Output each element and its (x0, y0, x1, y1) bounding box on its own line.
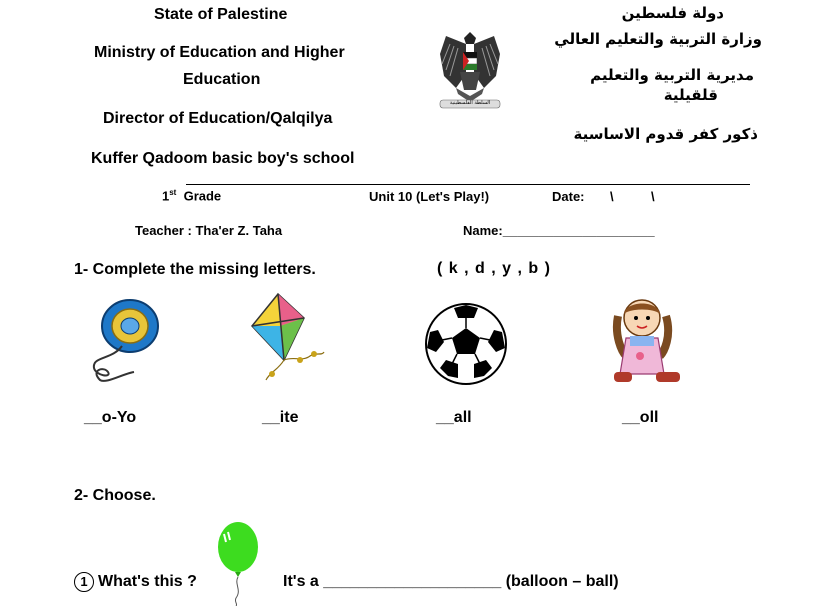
header-director: Director of Education/Qalqilya (103, 110, 333, 127)
question-text: What's this ? (98, 573, 197, 590)
teacher-label: Teacher : Tha'er Z. Taha (135, 223, 283, 238)
name-field[interactable]: Name:_____________________ (463, 223, 655, 238)
header-school: Kuffer Qadoom basic boy's school (91, 150, 355, 167)
doll-word[interactable]: __oll (622, 409, 659, 426)
date-separator: \ (651, 189, 655, 204)
header-ar-city: قلقيلية (663, 86, 718, 104)
palestine-emblem-icon (436, 24, 504, 114)
ball-word[interactable]: __all (436, 409, 472, 426)
header-state: State of Palestine (154, 6, 288, 23)
answer-options: (balloon – ball) (505, 573, 619, 590)
header-ar-school: ذكور كفر قدوم الاساسية (573, 125, 758, 143)
item-number-badge: 1 (74, 572, 94, 592)
header-ar-director: مديرية التربية والتعليم (590, 66, 754, 84)
answer-prefix: It's a (283, 573, 319, 590)
question-2-title: 2- Choose. (74, 487, 156, 504)
letter-options: ( k , d , y , b ) (437, 260, 551, 277)
yoyo-word[interactable]: __o-Yo (84, 409, 137, 426)
doll-icon (604, 296, 692, 390)
date-separator: \ (610, 189, 614, 204)
header-ar-ministry: وزارة التربية والتعليم العالي (554, 30, 762, 48)
balloon-icon (216, 520, 262, 606)
header-divider (186, 184, 750, 185)
kite-icon (244, 290, 330, 386)
answer-line[interactable] (283, 573, 619, 591)
yoyo-icon (82, 296, 166, 388)
header-ministry: Ministry of Education and Higher (94, 44, 345, 61)
kite-word[interactable]: __ite (262, 409, 299, 426)
date-label: Date: (552, 189, 585, 204)
unit-label: Unit 10 (Let's Play!) (369, 189, 490, 204)
header-ministry-cont: Education (183, 71, 261, 88)
answer-blank[interactable]: ____________________ (323, 573, 502, 590)
grade-label: 1st Grade (162, 188, 222, 204)
soccer-ball-icon (424, 302, 508, 386)
header-ar-state: دولة فلسطين (621, 4, 724, 22)
question-2-item-1 (74, 572, 197, 592)
emblem-caption: السلطة الفلسطينية (449, 100, 491, 106)
question-1-title: 1- Complete the missing letters. (74, 261, 316, 278)
